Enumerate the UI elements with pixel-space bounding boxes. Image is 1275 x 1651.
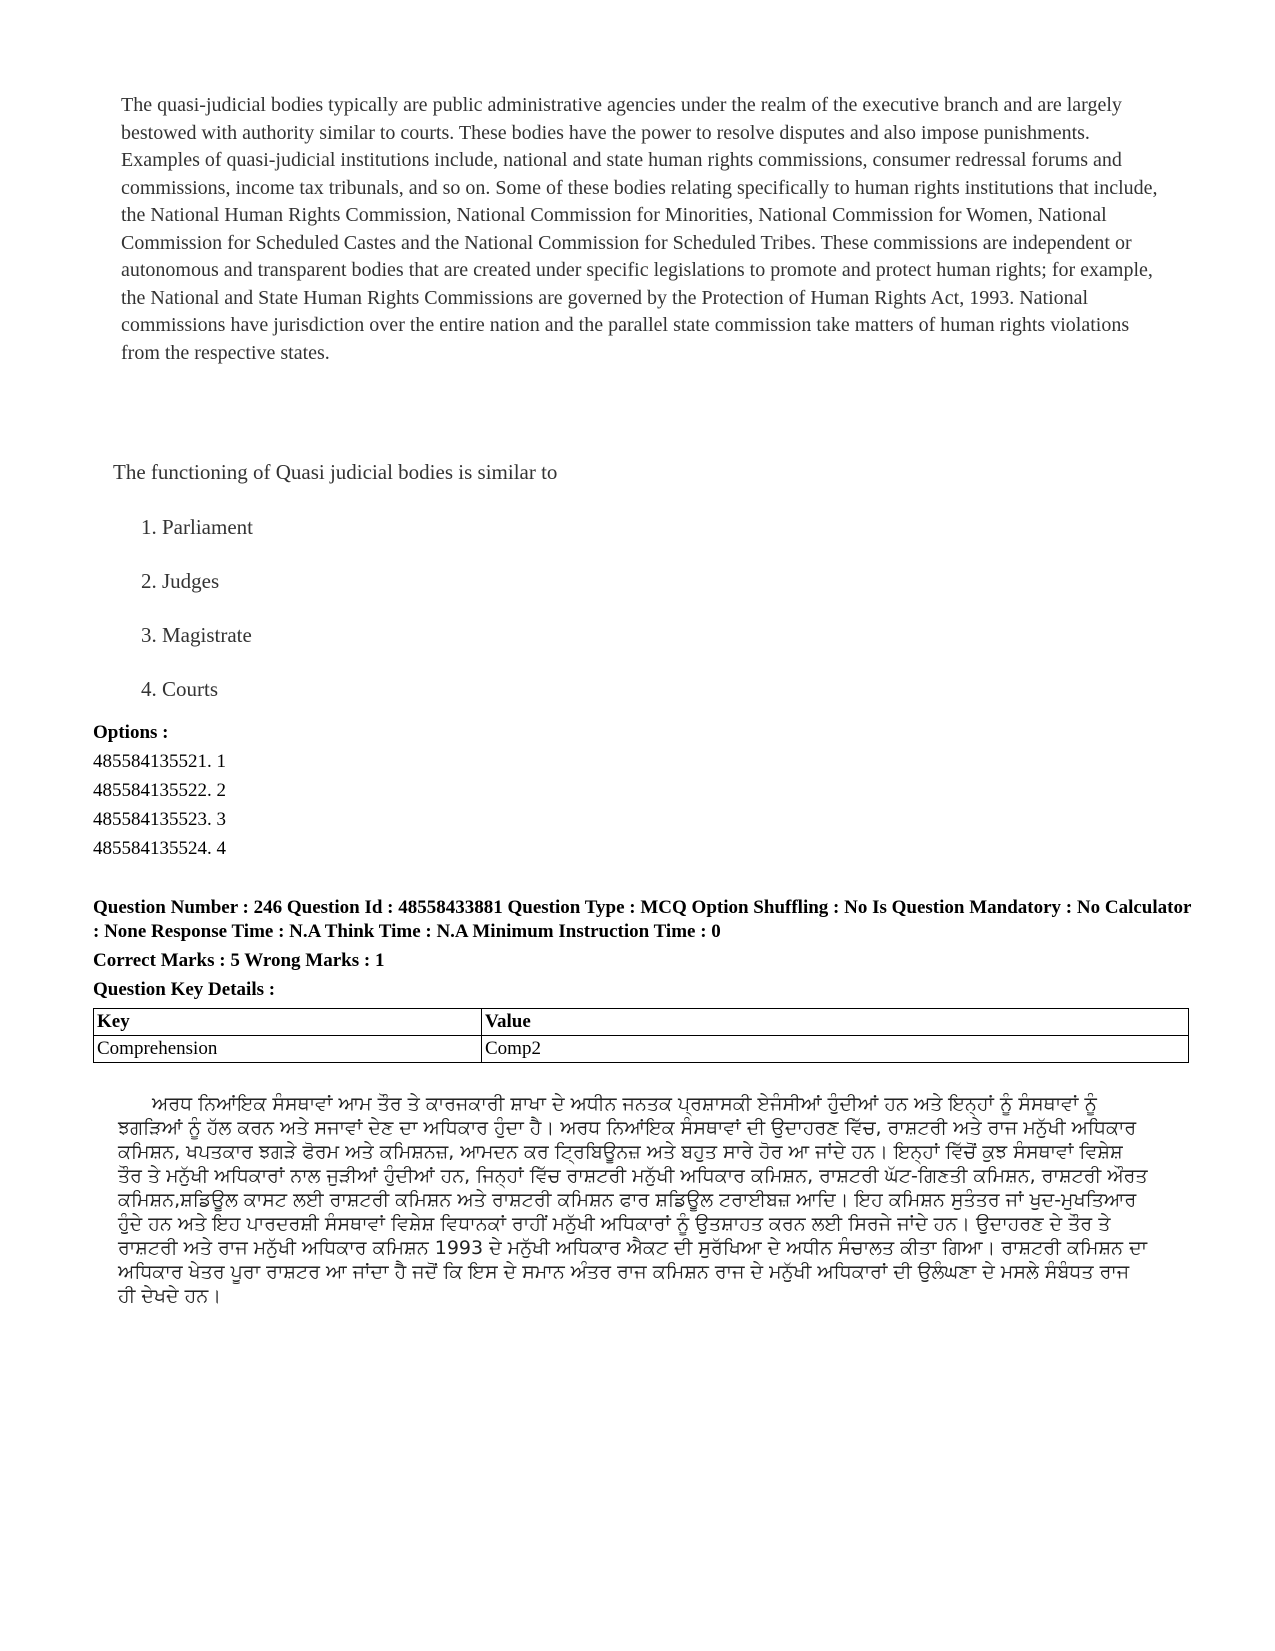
- comprehension-passage: The quasi-judicial bodies typically are public administrative agencies under the realm of the executive branch and are largely bestowed with authority similar to courts. These bodies have the power to resolve disputes and also impose punishments. Examples of quasi-judicial institutions include, national and state human rights commissions, consumer redressal forums and commissions, income tax tribunals, and so on. Some of these bodies relating specifically to human rights institutions that include, the National Human Rights Commission, National Commission for Minorities, National Commission for Women, National Commission for Scheduled Castes and the National Commission for Scheduled Tribes. These commissions are independent or autonomous and transparent bodies that are created under specific legislations to promote and protect human rights; for example, the National and State Human Rights Commissions are governed by the Protection of Human Rights Act, 1993. National commissions have jurisdiction over the entire nation and the parallel state commission take matters of human rights violations from the respective states.: [121, 94, 1158, 364]
- table-header-value: Value: [482, 1009, 1189, 1036]
- question-meta: [93, 896, 1193, 1002]
- options-label: Options :: [93, 722, 169, 743]
- choice-item: 3. Magistrate: [141, 623, 252, 647]
- marks-line: Correct Marks : 5 Wrong Marks : 1: [93, 950, 385, 971]
- options-block: [93, 718, 226, 863]
- table-cell-value: Comp2: [482, 1036, 1189, 1063]
- question-stem: The functioning of Quasi judicial bodies is similar to: [113, 460, 558, 484]
- table-row: [94, 1036, 1189, 1063]
- table-header-row: [94, 1009, 1189, 1036]
- choice-item: 1. Parliament: [141, 515, 253, 539]
- choice-list: [141, 515, 253, 731]
- choice-item: 2. Judges: [141, 569, 220, 593]
- option-item: 485584135523. 3: [93, 809, 226, 830]
- punjabi-passage: ਅਰਧ ਨਿਆਂਇਕ ਸੰਸਥਾਵਾਂ ਆਮ ਤੌਰ ਤੇ ਕਾਰਜਕਾਰੀ ਸ਼ਾਖਾ ਦੇ ਅਧੀਨ ਜਨਤਕ ਪ੍ਰਸ਼ਾਸਕੀ ਏਜੰਸੀਆਂ ਹੁੰਦੀਆਂ ਹਨ ਅਤੇ ਇਨ੍ਹਾਂ ਨੂੰ ਸੰਸਥਾਵਾਂ ਨੂੰ ਝਗੜਿਆਂ ਨੂੰ ਹੱਲ ਕਰਨ ਅਤੇ ਸਜਾਵਾਂ ਦੇਣ ਦਾ ਅਧਿਕਾਰ ਹੁੰਦਾ ਹੈ। ਅਰਧ ਨਿਆਂਇਕ ਸੰਸਥਾਵਾਂ ਦੀ ਉਦਾਹਰਣ ਵਿੱਚ, ਰਾਸ਼ਟਰੀ ਅਤੇ ਰਾਜ ਮਨੁੱਖੀ ਅਧਿਕਾਰ ਕਮਿਸ਼ਨ, ਖਪਤਕਾਰ ਝਗੜੇ ਫੋਰਮ ਅਤੇ ਕਮਿਸ਼ਨਜ਼, ਆਮਦਨ ਕਰ ਟ੍ਰਿਬਿਊਨਜ਼ ਅਤੇ ਬਹੁਤ ਸਾਰੇ ਹੋਰ ਆ ਜਾਂਦੇ ਹਨ। ਇਨ੍ਹਾਂ ਵਿੱਚੋਂ ਕੁਝ ਸੰਸਥਾਵਾਂ ਵਿਸ਼ੇਸ਼ ਤੌਰ ਤੇ ਮਨੁੱਖੀ ਅਧਿਕਾਰਾਂ ਨਾਲ ਜੁੜੀਆਂ ਹੁੰਦੀਆਂ ਹਨ, ਜਿਨ੍ਹਾਂ ਵਿੱਚ ਰਾਸ਼ਟਰੀ ਮਨੁੱਖੀ ਅਧਿਕਾਰ ਕਮਿਸ਼ਨ, ਰਾਸ਼ਟਰੀ ਘੱਟ-ਗਿਣਤੀ ਕਮਿਸ਼ਨ, ਰਾਸ਼ਟਰੀ ਔਰਤ ਕਮਿਸ਼ਨ,ਸ਼ਡਿਊਲ ਕਾਸਟ ਲਈ ਰਾਸ਼ਟਰੀ ਕਮਿਸ਼ਨ ਅਤੇ ਰਾਸ਼ਟਰੀ ਕਮਿਸ਼ਨ ਫਾਰ ਸ਼ਡਿਊਲ ਟਰਾਈਬਜ਼ ਆਦਿ। ਇਹ ਕਮਿਸ਼ਨ ਸੁਤੰਤਰ ਜਾਂ ਖੁਦ-ਮੁਖਤਿਆਰ ਹੁੰਦੇ ਹਨ ਅਤੇ ਇਹ ਪਾਰਦਰਸ਼ੀ ਸੰਸਥਾਵਾਂ ਵਿਸ਼ੇਸ਼ ਵਿਧਾਨਕਾਂ ਰਾਹੀਂ ਮਨੁੱਖੀ ਅਧਿਕਾਰਾਂ ਨੂੰ ਉਤਸ਼ਾਹਤ ਕਰਨ ਲਈ ਸਿਰਜੇ ਜਾਂਦੇ ਹਨ। ਉਦਾਹਰਣ ਦੇ ਤੌਰ ਤੇ ਰਾਸ਼ਟਰੀ ਅਤੇ ਰਾਜ ਮਨੁੱਖੀ ਅਧਿਕਾਰ ਕਮਿਸ਼ਨ 1993 ਦੇ ਮਨੁੱਖੀ ਅਧਿਕਾਰ ਐਕਟ ਦੀ ਸੁਰੱਖਿਆ ਦੇ ਅਧੀਨ ਸੰਚਾਲਤ ਕੀਤਾ ਗਿਆ। ਰਾਸ਼ਟਰੀ ਕਮਿਸ਼ਨ ਦਾ ਅਧਿਕਾਰ ਖੇਤਰ ਪੂਰਾ ਰਾਸ਼ਟਰ ਆ ਜਾਂਦਾ ਹੈ ਜਦੋਂ ਕਿ ਇਸ ਦੇ ਸਮਾਨ ਅੰਤਰ ਰਾਜ ਕਮਿਸ਼ਨ ਰਾਜ ਦੇ ਮਨੁੱਖੀ ਅਧਿਕਾਰਾਂ ਦੀ ਉਲੰਘਣਾ ਦੇ ਮਸਲੇ ਸੰਬੰਧਤ ਰਾਜ ਹੀ ਦੇਖਦੇ ਹਨ।: [118, 1093, 1148, 1307]
- key-details-table: [93, 1008, 1189, 1063]
- question-info-line: Question Number : 246 Question Id : 48558433881 Question Type : MCQ Option Shuffling : No Is Question Mandatory : No Calculator : None Response Time : N.A Think Time : N.A Minimum Instruction Time : 0: [93, 897, 1192, 942]
- table-header-key: Key: [94, 1009, 482, 1036]
- choice-item: 4. Courts: [141, 677, 219, 701]
- option-item: 485584135524. 4: [93, 838, 226, 859]
- option-item: 485584135522. 2: [93, 780, 226, 801]
- key-details-label: Question Key Details :: [93, 979, 276, 1000]
- table-cell-key: Comprehension: [94, 1036, 482, 1063]
- option-item: 485584135521. 1: [93, 751, 226, 772]
